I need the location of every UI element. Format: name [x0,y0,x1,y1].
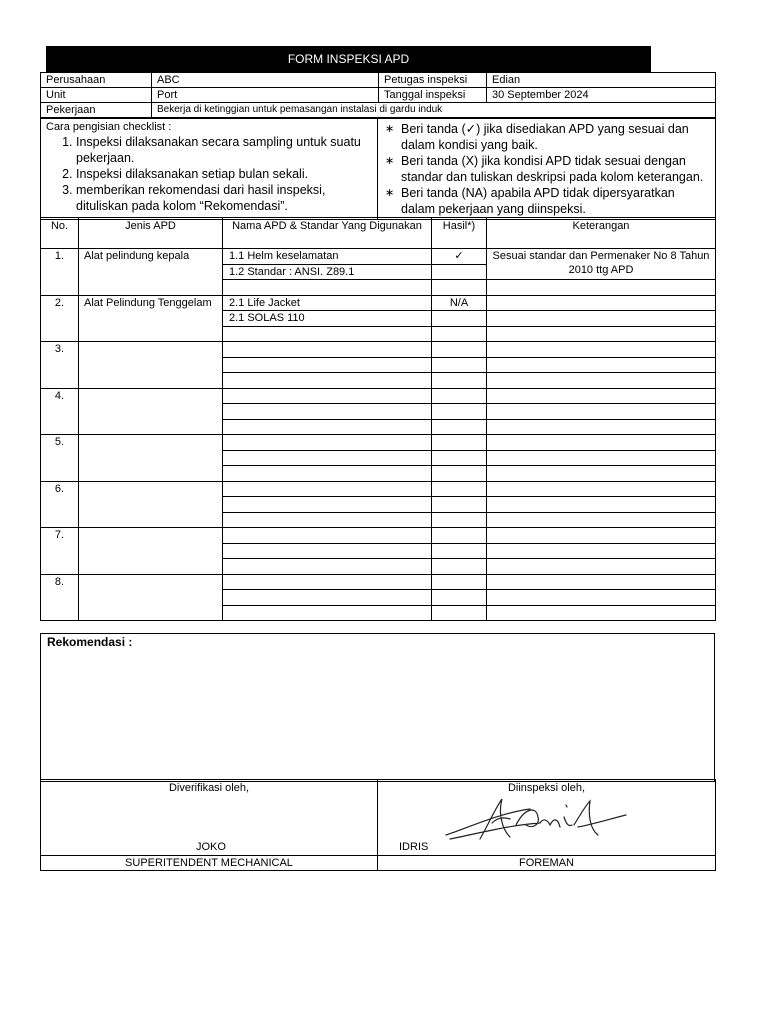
keterangan [487,450,716,466]
handwritten-signature [440,795,630,845]
item-number: 1. [41,249,79,296]
header-nama: Nama APD & Standar Yang Digunakan [223,218,432,249]
hasil-cell [432,373,487,389]
mark-text: Beri tanda (X) jika kondisi APD tidak sesuai dengan standar dan tuliskan deskripsi pada kolom keterangan. [401,154,704,184]
table-row [41,295,716,311]
nama-apd [223,435,432,451]
petugas-value: Edian [487,73,716,88]
nama-apd [223,574,432,590]
keterangan [487,388,716,404]
keterangan [487,590,716,606]
tanggal-value: 30 September 2024 [487,88,716,103]
keterangan: Sesuai standar dan Permenaker No 8 Tahun 2010 ttg APD [487,249,716,280]
hasil-cell [432,450,487,466]
nama-apd [223,388,432,404]
verified-name: JOKO [196,841,226,853]
keterangan [487,311,716,327]
hasil-cell [432,264,487,280]
nama-apd [223,342,432,358]
item-number: 5. [41,435,79,482]
hasil-cell [432,326,487,342]
keterangan [487,342,716,358]
pekerjaan-value: Bekerja di ketinggian untuk pemasangan instalasi di gardu induk [152,103,716,118]
inspected-name: IDRIS [399,841,429,853]
table-row [41,481,716,497]
instructions-table [40,118,716,220]
hasil-cell [432,528,487,544]
mark-item [385,185,710,217]
jenis-apd [79,435,223,482]
keterangan [487,373,716,389]
jenis-apd [79,342,223,389]
keterangan [487,280,716,296]
hasil-cell [432,466,487,482]
jenis-apd: Alat pelindung kepala [79,249,223,296]
hasil-cell [432,590,487,606]
hasil-cell [432,280,487,296]
keterangan [487,497,716,513]
keterangan [487,404,716,420]
keterangan [487,326,716,342]
jenis-apd [79,388,223,435]
item-number: 4. [41,388,79,435]
nama-apd [223,543,432,559]
keterangan [487,481,716,497]
instructions-caption: Cara pengisian checklist : [46,121,172,133]
nama-apd [223,481,432,497]
hasil-cell [432,435,487,451]
mark-text: Beri tanda (✓) jika disediakan APD yang sesuai dan dalam kondisi yang baik. [401,122,689,152]
tanggal-label: Tanggal inspeksi [379,88,487,103]
keterangan [487,419,716,435]
jenis-apd [79,528,223,575]
nama-apd [223,450,432,466]
nama-apd [223,280,432,296]
nama-apd: 1.1 Helm keselamatan [223,249,432,265]
nama-apd: 1.2 Standar : ANSI. Z89.1 [223,264,432,280]
header-hasil: Hasil*) [432,218,487,249]
header-jenis: Jenis APD [79,218,223,249]
inspection-table [40,217,716,621]
info-table [40,72,716,118]
nama-apd: 2.1 Life Jacket [223,295,432,311]
form-title: FORM INSPEKSI APD [46,46,651,72]
hasil-cell [432,404,487,420]
nama-apd: 2.1 SOLAS 110 [223,311,432,327]
verified-label: Diverifikasi oleh, [168,782,250,794]
hasil-cell [432,342,487,358]
item-number: 8. [41,574,79,621]
instruction-step: 3. memberikan rekomendasi dari hasil inspeksi, dituliskan pada kolom “Rekomendasi”. [76,182,372,214]
nama-apd [223,373,432,389]
keterangan [487,435,716,451]
unit-label: Unit [41,88,152,103]
keterangan [487,559,716,575]
item-number: 7. [41,528,79,575]
asterisk-icon: ∗ [385,155,395,167]
item-number: 6. [41,481,79,528]
hasil-cell [432,311,487,327]
hasil-cell [432,574,487,590]
keterangan [487,574,716,590]
keterangan [487,295,716,311]
perusahaan-label: Perusahaan [41,73,152,88]
jenis-apd [79,481,223,528]
instruction-steps [46,134,372,214]
instruction-step: 1. Inspeksi dilaksanakan secara sampling untuk suatu pekerjaan. [76,134,372,166]
perusahaan-value: ABC [152,73,379,88]
inspected-label: Diinspeksi oleh, [507,782,586,794]
petugas-label: Petugas inspeksi [379,73,487,88]
jenis-apd [79,574,223,621]
nama-apd [223,528,432,544]
mark-instructions [383,121,710,217]
keterangan [487,605,716,621]
table-row [41,574,716,590]
hasil-cell [432,512,487,528]
table-row [41,388,716,404]
hasil-cell [432,559,487,575]
nama-apd [223,419,432,435]
nama-apd [223,357,432,373]
table-header-row [41,218,716,249]
hasil-cell [432,388,487,404]
asterisk-icon: ∗ [385,187,395,199]
nama-apd [223,590,432,606]
table-row [41,342,716,358]
header-no: No. [41,218,79,249]
jenis-apd: Alat Pelindung Tenggelam [79,295,223,342]
asterisk-icon: ∗ [385,123,395,135]
table-row [41,528,716,544]
inspected-role: FOREMAN [378,856,716,871]
table-body [41,249,716,621]
hasil-cell [432,357,487,373]
instruction-step: 2. Inspeksi dilaksanakan setiap bulan sekali. [76,166,372,182]
hasil-cell: ✓ [432,249,487,265]
verified-box [41,780,378,856]
hasil-cell [432,543,487,559]
hasil-cell: N/A [432,295,487,311]
hasil-cell [432,419,487,435]
hasil-cell [432,497,487,513]
pekerjaan-label: Pekerjaan [41,103,152,118]
item-number: 2. [41,295,79,342]
keterangan [487,512,716,528]
header-keterangan: Keterangan [487,218,716,249]
keterangan [487,528,716,544]
nama-apd [223,326,432,342]
nama-apd [223,605,432,621]
rekomendasi-label: Rekomendasi : [41,634,715,782]
nama-apd [223,466,432,482]
table-row [41,435,716,451]
nama-apd [223,559,432,575]
mark-item [385,153,710,185]
mark-item [385,121,710,153]
nama-apd [223,404,432,420]
keterangan [487,543,716,559]
table-row [41,249,716,265]
rekomendasi-table [40,633,715,782]
hasil-cell [432,605,487,621]
nama-apd [223,497,432,513]
item-number: 3. [41,342,79,389]
keterangan [487,357,716,373]
keterangan [487,466,716,482]
mark-text: Beri tanda (NA) apabila APD tidak dipersyaratkan dalam pekerjaan yang diinspeksi. [401,186,675,216]
hasil-cell [432,481,487,497]
unit-value: Port [152,88,379,103]
nama-apd [223,512,432,528]
verified-role: SUPERITENDENT MECHANICAL [41,856,378,871]
